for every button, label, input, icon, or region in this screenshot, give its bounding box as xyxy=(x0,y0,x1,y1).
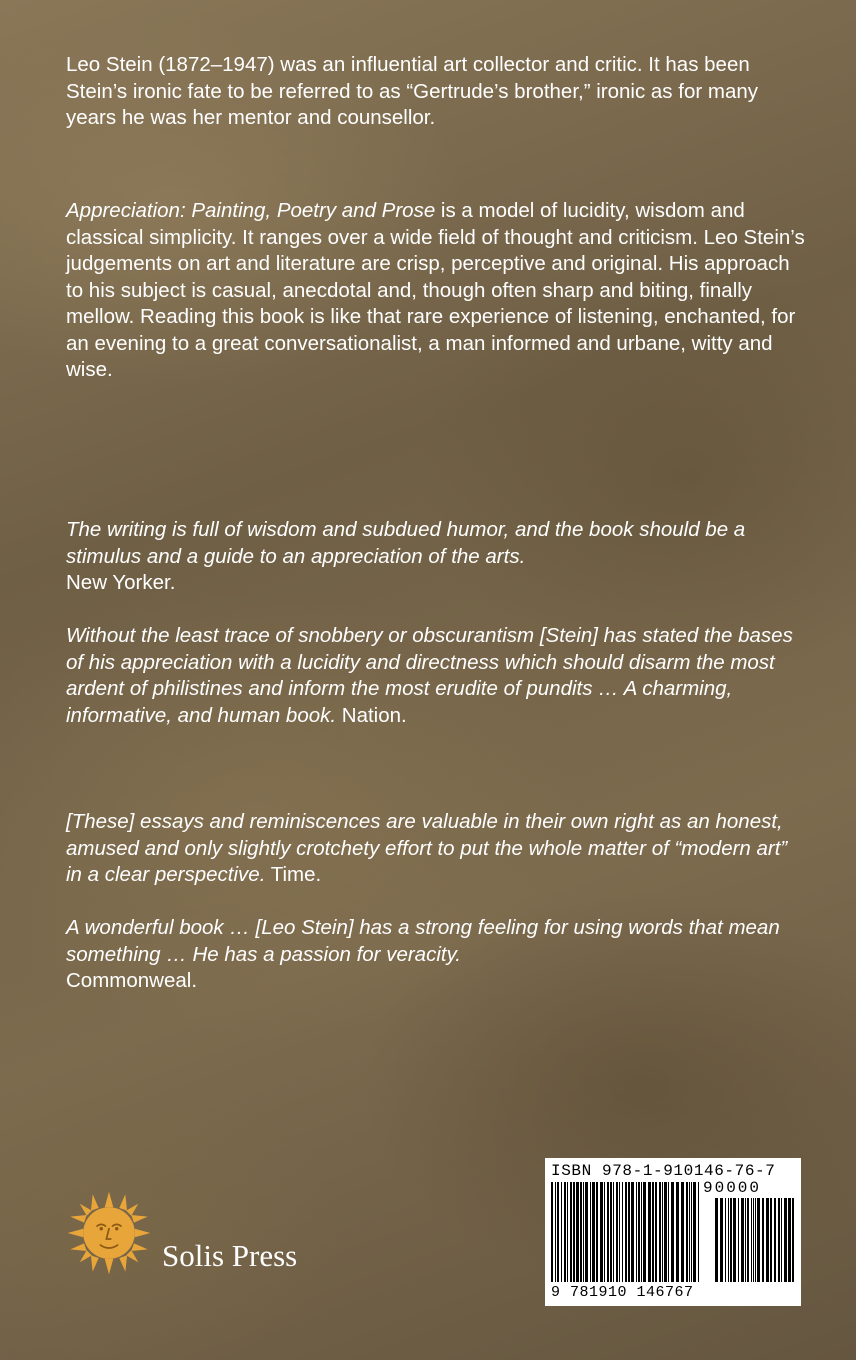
review-time xyxy=(66,809,806,889)
review-nation xyxy=(66,623,806,729)
book-title: Appreciation: Painting, Poetry and Prose xyxy=(66,199,436,222)
isbn-barcode xyxy=(545,1158,801,1306)
review-new-yorker xyxy=(66,517,806,597)
review-source: Time. xyxy=(270,863,322,886)
sun-face-icon xyxy=(66,1190,152,1276)
barcode-addon-bars xyxy=(715,1198,795,1282)
review-quote: Without the least trace of snobbery or obscurantism [Stein] has stated the bases of his appreciation with a lucidity and directness which should disarm the most ardent of philistines and inform the most erudite of pundits … A charming, informative, and human book. xyxy=(66,624,793,727)
barcode-digits: 9 781910 146767 xyxy=(551,1284,694,1301)
review-source: New Yorker. xyxy=(66,571,176,594)
review-quote: The writing is full of wisdom and subdued humor, and the book should be a stimulus and a guide to an appreciation of the arts. xyxy=(66,518,746,568)
description-text-2: is a model of lucidity, wisdom and classical simplicity. It ranges over a wide field of thought and criticism. Leo Stein’s judgements on art and literature are crisp, perceptive and original. His approach to his subject is casual, anecdotal and, though often sharp and biting, finally mellow. Reading this book is like that rare experience of listening, enchanted, for an evening to a great conversationalist, a man informed and urbane, witty and wise. xyxy=(66,199,805,381)
description-paragraph-2 xyxy=(66,198,806,384)
review-quote: A wonderful book … [Leo Stein] has a strong feeling for using words that mean something … He has a passion for veracity. xyxy=(66,916,780,966)
description-text-1: Leo Stein (1872–1947) was an influential art collector and critic. It has been Stein’s ironic fate to be referred to as “Gertrude’s brother,” ironic as for many years he was her mentor and counsellor. xyxy=(66,53,759,129)
review-quote: [These] essays and reminiscences are valuable in their own right as an honest, amused and only slightly crotchety effort to put the whole matter of “modern art” in a clear perspective. xyxy=(66,810,788,886)
publisher-name: Solis Press xyxy=(162,1238,298,1273)
isbn-label: ISBN 978-1-910146-76-7 xyxy=(551,1162,776,1180)
barcode-bars xyxy=(551,1182,703,1282)
review-source: Nation. xyxy=(341,703,407,727)
description-paragraph-1 xyxy=(66,52,806,132)
review-source: Commonweal. xyxy=(66,969,198,992)
review-commonweal xyxy=(66,915,806,995)
price-code: 90000 xyxy=(703,1179,762,1197)
